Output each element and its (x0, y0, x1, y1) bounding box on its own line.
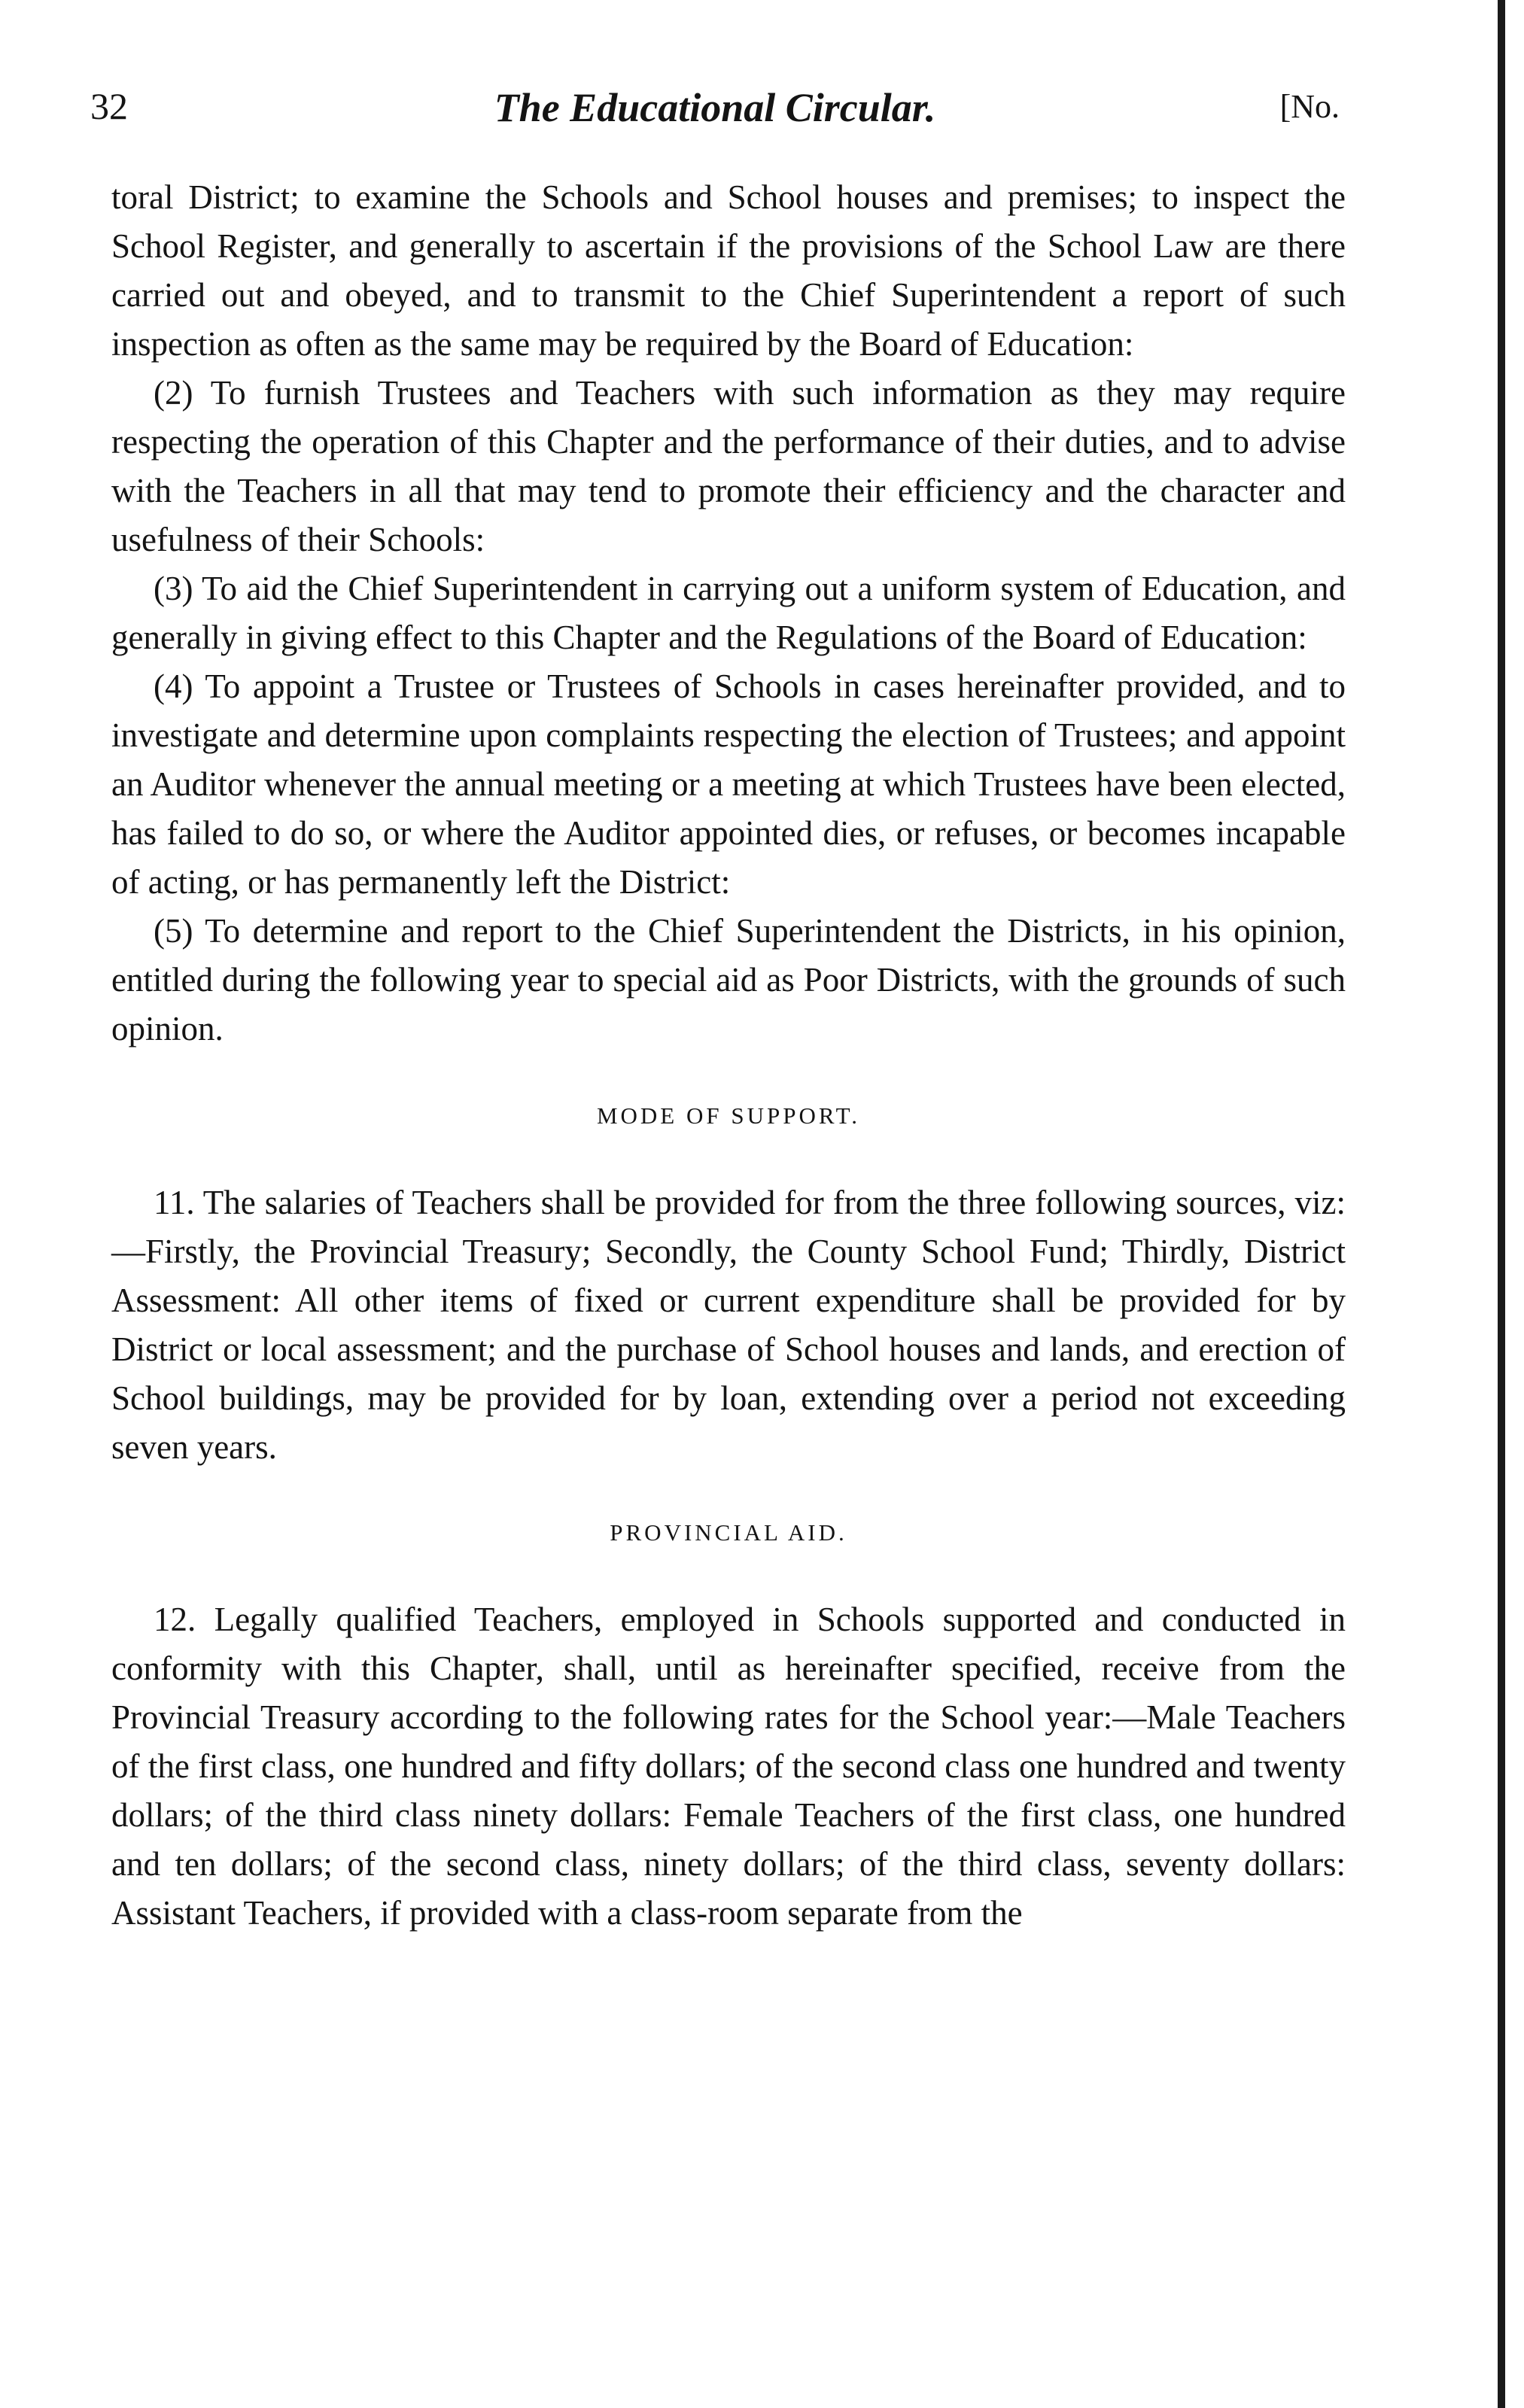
paragraph-section-11: 11. The salaries of Teachers shall be provided for from the three following sources, viz:—Firstly, the Provincial Treasury; Secondly, the County School Fund; Thirdly, District Assessment: All other items of fixed or current expenditure shall be provided for by District or local assessment; and the purchase of School houses and lands, and erection of School buildings, may be provided for by loan, extending over a period not exceeding seven years. (111, 1184, 1346, 1466)
section-heading-provincial-aid: PROVINCIAL AID. (610, 1519, 847, 1546)
paragraph-clause-5: (5) To determine and report to the Chief Superintendent the Districts, in his opinion, entitled during the following year to special aid as Poor Districts, with the grounds of such opinion. (111, 912, 1346, 1047)
page-edge-line (1498, 0, 1505, 2408)
paragraph-clause-4: (4) To appoint a Trustee or Trustees of Schools in cases hereinafter provided, and to investigate and determine upon complaints respecting the election of Trustees; and appoint an Auditor whenever the annual meeting or a meeting at which Trustees have been elected, has failed to do so, or where the Auditor appointed dies, or refuses, or becomes incapable of acting, or has permanently left the District: (111, 667, 1346, 901)
page-number: 32 (90, 85, 128, 127)
paragraph-clause-3: (3) To aid the Chief Superintendent in carrying out a uniform system of Education, and generally in giving effect to this Chapter and the Regulations of the Board of Education: (111, 570, 1346, 656)
section-heading-mode-of-support: MODE OF SUPPORT. (596, 1102, 861, 1129)
paragraph-continued: toral District; to examine the Schools and School houses and premises; to inspect the School Register, and generally to ascertain if the provisions of the School Law are there carried out and obeyed, and to transmit to the Chief Superintendent a report of such inspection as often as the same may be required by the Board of Education: (111, 178, 1346, 363)
running-title: The Educational Circular. (494, 85, 936, 130)
body-text (111, 173, 1346, 1938)
paragraph-section-12: 12. Legally qualified Teachers, employed in Schools supported and conducted in conformity with this Chapter, shall, until as hereinafter specified, receive from the Provincial Treasury according to the following rates for the School year:—Male Teachers of the first class, one hundred and fifty dollars; of the second class one hundred and twenty dollars; of the third class ninety dollars: Female Teachers of the first class, one hundred and ten dollars; of the second class, ninety dollars; of the third class, seventy dollars: Assistant Teachers, if provided with a class-room separate from the (111, 1601, 1346, 1932)
paragraph-clause-2: (2) To furnish Trustees and Teachers with such information as they may require respecting the operation of this Chapter and the performance of their duties, and to advise with the Teachers in all that may tend to promote their efficiency and the character and usefulness of their Schools: (111, 374, 1346, 558)
page-header (90, 84, 1340, 144)
issue-mark: [No. (1279, 88, 1340, 125)
